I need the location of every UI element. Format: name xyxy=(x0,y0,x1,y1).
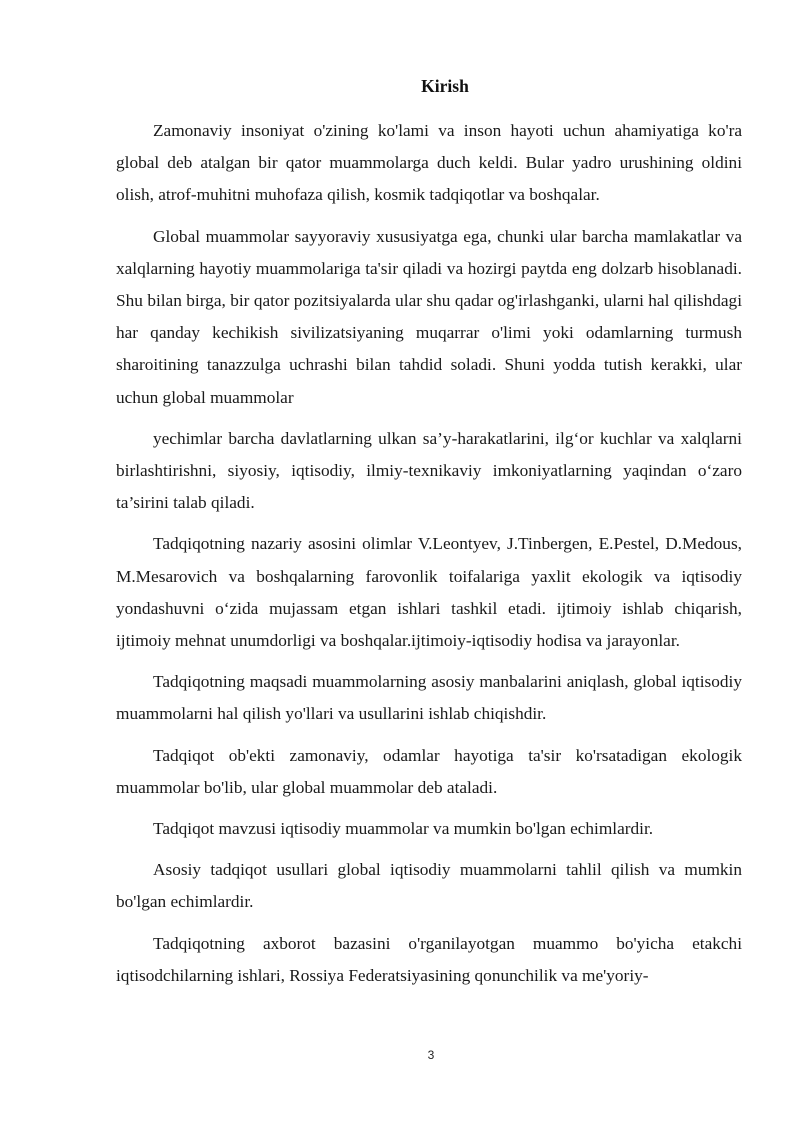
paragraph-5: Tadqiqotning maqsadi muammolarning asosiy manbalarini aniqlash, global iqtisodiy muammolarni hal qilish yo'llari va usullarini ishlab chiqishdir. xyxy=(116,672,742,724)
paragraph-9: Tadqiqotning axborot bazasini o'rganilayotgan muammo bo'yicha etakchi iqtisodchilarning ishlari, Rossiya Federatsiyasining qonunchilik va me'yoriy- xyxy=(116,933,742,985)
paragraph-8: Asosiy tadqiqot usullari global iqtisodiy muammolarni tahlil qilish va mumkin bo'lgan echimlardir. xyxy=(116,860,742,912)
paragraph-7: Tadqiqot mavzusi iqtisodiy muammolar va mumkin bo'lgan echimlardir. xyxy=(153,819,654,839)
body-text xyxy=(116,115,742,1001)
paragraph-6: Tadqiqot ob'ekti zamonaviy, odamlar hayotiga ta'sir ko'rsatadigan ekologik muammolar bo'lib, ular global muammolar deb ataladi. xyxy=(116,745,742,797)
paragraph-2: Global muammolar sayyoraviy xususiyatga ega, chunki ular barcha mamlakatlar va xalqlarning hayotiy muammolariga ta'sir qiladi va hozirgi paytda eng dolzarb hisoblanadi. Shu bilan birga, bir qator pozitsiyalarda ular shu qadar og'irlashganki, ularni hal qilishdagi har qanday kechikish sivilizatsiyaning muqarrar o'limi yoki odamlarning turmush sharoitining tanazzulga uchrashi bilan tahdid soladi. Shuni yodda tutish kerakki, ular uchun global muammolar xyxy=(116,226,742,407)
paragraph-1: Zamonaviy insoniyat o'zining ko'lami va inson hayoti uchun ahamiyatiga ko'ra global deb atalgan bir qator muammolarga duch keldi. Bular yadro urushining oldini olish, atrof-muhitni muhofaza qilish, kosmik tadqiqotlar va boshqalar. xyxy=(116,121,742,205)
page-number: 3 xyxy=(427,1048,435,1062)
section-title: Kirish xyxy=(421,76,469,96)
paragraph-4: Tadqiqotning nazariy asosini olimlar V.Leontyev, J.Tinbergen, E.Pestel, D.Medous, M.Mesarovich va boshqalarning farovonlik toifalariga yaxlit ekologik va iqtisodiy yondashuvni o‘zida mujassam etgan ishlari tashkil etadi. ijtimoiy ishlab chiqarish, ijtimoiy mehnat unumdorligi va boshqalar.ijtimoiy-iqtisodiy hodisa va jarayonlar. xyxy=(116,534,742,651)
paragraph-3: yechimlar barcha davlatlarning ulkan sa’y-harakatlarini, ilg‘or kuchlar va xalqlarni birlashtirishni, siyosiy, iqtisodiy, ilmiy-texnikaviy imkoniyatlarning yaqindan o‘zaro ta’sirini talab qiladi. xyxy=(116,428,742,513)
